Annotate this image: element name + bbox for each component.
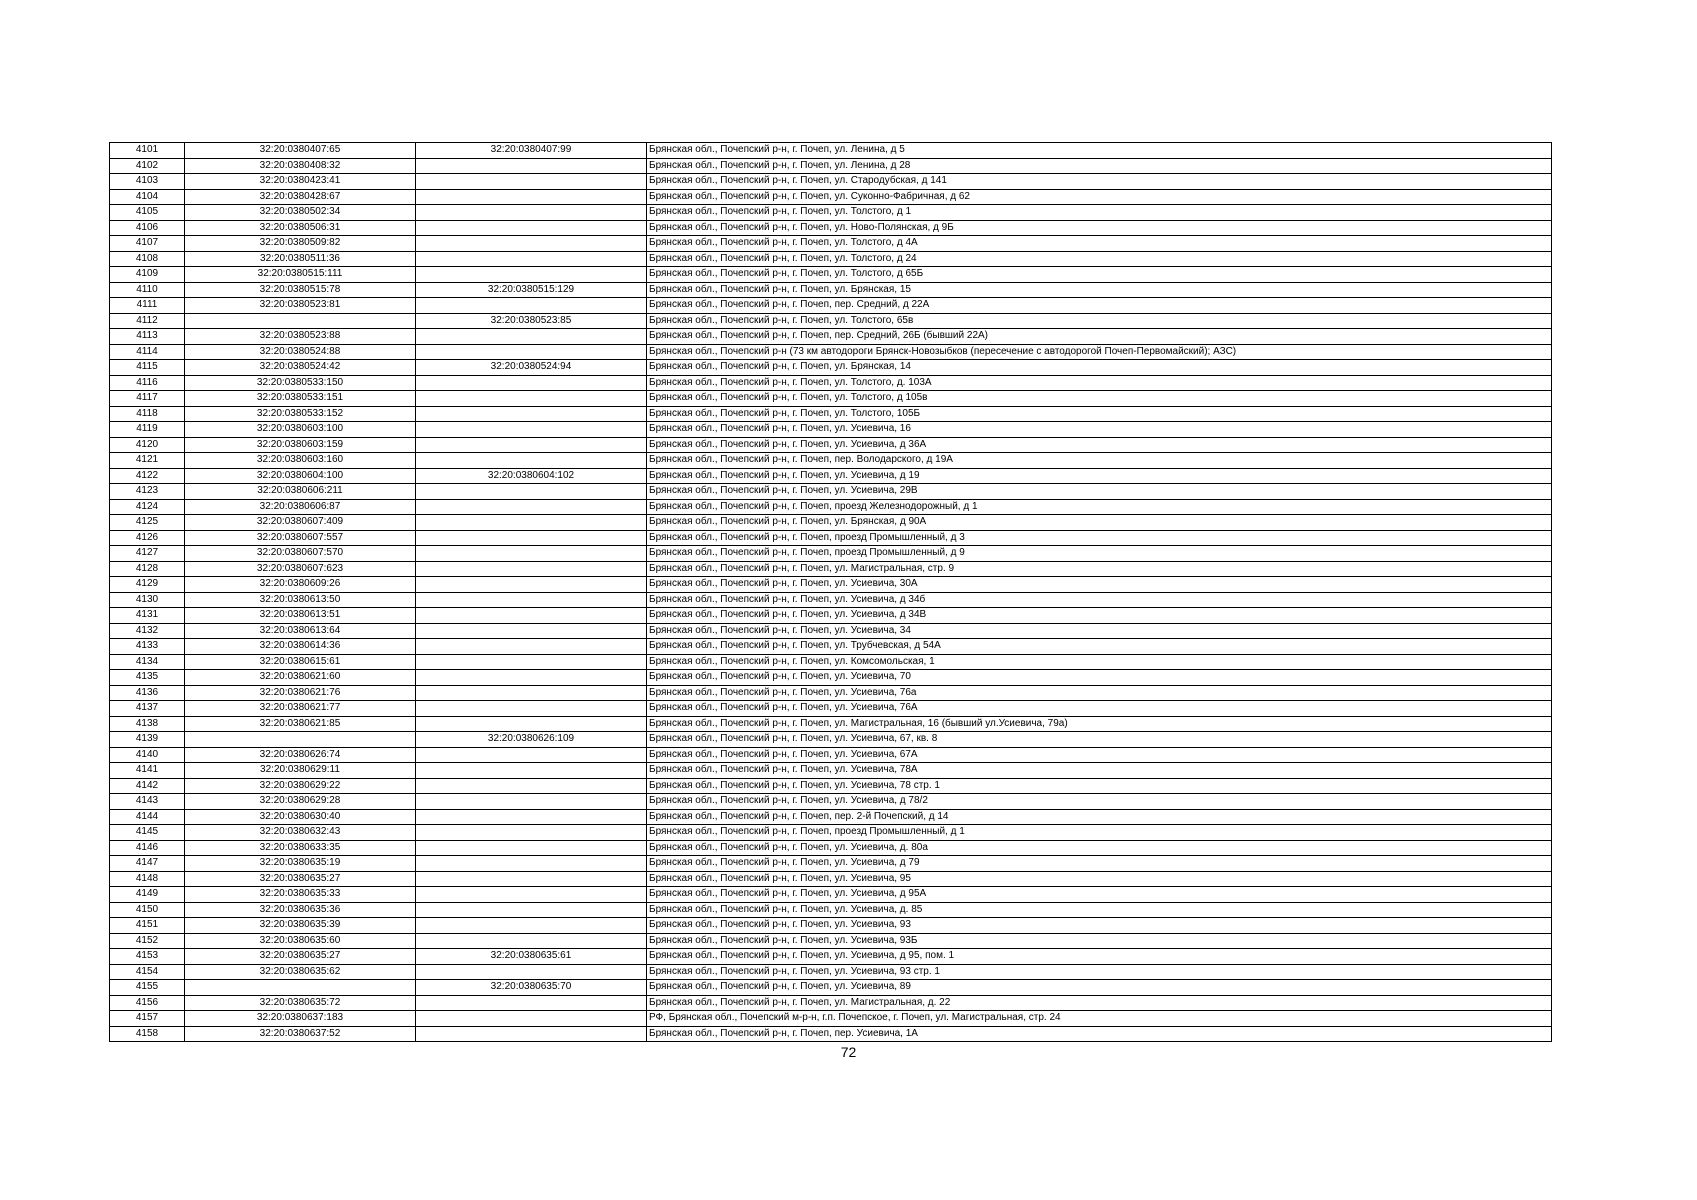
address-cell: Брянская обл., Почепский р-н, г. Почеп, ул. Усиевича, д 36А	[647, 437, 1552, 453]
row-number-cell: 4129	[110, 577, 185, 593]
cadastral-number-cell: 32:20:0380423:41	[185, 174, 416, 190]
table-row	[110, 484, 1552, 500]
table-row	[110, 220, 1552, 236]
related-cadastral-number-cell	[416, 592, 647, 608]
table-row	[110, 1026, 1552, 1042]
related-cadastral-number-cell	[416, 763, 647, 779]
table-row	[110, 701, 1552, 717]
row-number-cell: 4119	[110, 422, 185, 438]
table-row	[110, 422, 1552, 438]
related-cadastral-number-cell: 32:20:0380407:99	[416, 143, 647, 159]
row-number-cell: 4122	[110, 468, 185, 484]
cadastral-number-cell: 32:20:0380635:33	[185, 887, 416, 903]
address-cell: Брянская обл., Почепский р-н, г. Почеп, ул. Комсомольская, 1	[647, 654, 1552, 670]
row-number-cell: 4124	[110, 499, 185, 515]
related-cadastral-number-cell	[416, 251, 647, 267]
address-cell: Брянская обл., Почепский р-н, г. Почеп, ул. Усиевича, д. 85	[647, 902, 1552, 918]
related-cadastral-number-cell: 32:20:0380604:102	[416, 468, 647, 484]
address-cell: Брянская обл., Почепский р-н, г. Почеп, ул. Усиевича, д 79	[647, 856, 1552, 872]
cadastral-number-cell: 32:20:0380613:51	[185, 608, 416, 624]
table-row	[110, 794, 1552, 810]
row-number-cell: 4152	[110, 933, 185, 949]
row-number-cell: 4131	[110, 608, 185, 624]
table-row	[110, 964, 1552, 980]
cadastral-number-cell: 32:20:0380629:22	[185, 778, 416, 794]
related-cadastral-number-cell	[416, 344, 647, 360]
address-cell: Брянская обл., Почепский р-н, г. Почеп, ул. Усиевича, 93Б	[647, 933, 1552, 949]
cadastral-number-cell: 32:20:0380523:88	[185, 329, 416, 345]
cadastral-number-cell: 32:20:0380604:100	[185, 468, 416, 484]
cadastral-number-cell: 32:20:0380603:159	[185, 437, 416, 453]
table-row	[110, 546, 1552, 562]
cadastral-number-cell: 32:20:0380607:623	[185, 561, 416, 577]
cadastral-number-cell: 32:20:0380632:43	[185, 825, 416, 841]
table-row	[110, 313, 1552, 329]
address-cell: Брянская обл., Почепский р-н, г. Почеп, ул. Усиевича, д 95, пом. 1	[647, 949, 1552, 965]
cadastral-number-cell: 32:20:0380635:27	[185, 871, 416, 887]
row-number-cell: 4135	[110, 670, 185, 686]
table-row	[110, 515, 1552, 531]
related-cadastral-number-cell	[416, 685, 647, 701]
table-row	[110, 732, 1552, 748]
address-cell: Брянская обл., Почепский р-н, г. Почеп, ул. Усиевича, д 19	[647, 468, 1552, 484]
cadastral-number-cell: 32:20:0380607:570	[185, 546, 416, 562]
row-number-cell: 4145	[110, 825, 185, 841]
cadastral-number-cell: 32:20:0380635:62	[185, 964, 416, 980]
address-cell: Брянская обл., Почепский р-н, г. Почеп, ул. Усиевича, 78 стр. 1	[647, 778, 1552, 794]
table-row	[110, 840, 1552, 856]
table-row	[110, 809, 1552, 825]
table-row	[110, 949, 1552, 965]
address-cell: Брянская обл., Почепский р-н, г. Почеп, ул. Толстого, д 1	[647, 205, 1552, 221]
cadastral-table	[109, 142, 1552, 1042]
related-cadastral-number-cell: 32:20:0380523:85	[416, 313, 647, 329]
row-number-cell: 4154	[110, 964, 185, 980]
table-row	[110, 856, 1552, 872]
cadastral-number-cell: 32:20:0380637:183	[185, 1011, 416, 1027]
cadastral-number-cell	[185, 980, 416, 996]
address-cell: Брянская обл., Почепский р-н, г. Почеп, ул. Усиевича, д 95А	[647, 887, 1552, 903]
related-cadastral-number-cell	[416, 995, 647, 1011]
related-cadastral-number-cell	[416, 298, 647, 314]
table-row	[110, 468, 1552, 484]
table-row	[110, 561, 1552, 577]
cadastral-number-cell: 32:20:0380637:52	[185, 1026, 416, 1042]
row-number-cell: 4103	[110, 174, 185, 190]
related-cadastral-number-cell	[416, 933, 647, 949]
row-number-cell: 4114	[110, 344, 185, 360]
table-row	[110, 174, 1552, 190]
row-number-cell: 4105	[110, 205, 185, 221]
related-cadastral-number-cell	[416, 747, 647, 763]
address-cell: Брянская обл., Почепский р-н, г. Почеп, ул. Толстого, 65в	[647, 313, 1552, 329]
row-number-cell: 4106	[110, 220, 185, 236]
related-cadastral-number-cell	[416, 236, 647, 252]
related-cadastral-number-cell	[416, 329, 647, 345]
row-number-cell: 4110	[110, 282, 185, 298]
row-number-cell: 4126	[110, 530, 185, 546]
row-number-cell: 4101	[110, 143, 185, 159]
table-row	[110, 980, 1552, 996]
address-cell: Брянская обл., Почепский р-н, г. Почеп, ул. Усиевича, 93 стр. 1	[647, 964, 1552, 980]
related-cadastral-number-cell	[416, 515, 647, 531]
table-row	[110, 592, 1552, 608]
address-cell: Брянская обл., Почепский р-н, г. Почеп, ул. Суконно-Фабричная, д 62	[647, 189, 1552, 205]
related-cadastral-number-cell	[416, 530, 647, 546]
table-row	[110, 902, 1552, 918]
related-cadastral-number-cell	[416, 608, 647, 624]
cadastral-number-cell: 32:20:0380408:32	[185, 158, 416, 174]
table-row	[110, 375, 1552, 391]
related-cadastral-number-cell	[416, 375, 647, 391]
table-row	[110, 282, 1552, 298]
related-cadastral-number-cell	[416, 453, 647, 469]
related-cadastral-number-cell	[416, 918, 647, 934]
table-row	[110, 267, 1552, 283]
cadastral-number-cell: 32:20:0380509:82	[185, 236, 416, 252]
address-cell: Брянская обл., Почепский р-н, г. Почеп, пер. Володарского, д 19А	[647, 453, 1552, 469]
cadastral-number-cell: 32:20:0380523:81	[185, 298, 416, 314]
related-cadastral-number-cell: 32:20:0380515:129	[416, 282, 647, 298]
address-cell: Брянская обл., Почепский р-н, г. Почеп, ул. Усиевича, 67, кв. 8	[647, 732, 1552, 748]
cadastral-number-cell: 32:20:0380613:50	[185, 592, 416, 608]
cadastral-number-cell: 32:20:0380603:100	[185, 422, 416, 438]
address-cell: Брянская обл., Почепский р-н, г. Почеп, ул. Усиевича, 29В	[647, 484, 1552, 500]
table-row	[110, 577, 1552, 593]
cadastral-number-cell: 32:20:0380613:64	[185, 623, 416, 639]
related-cadastral-number-cell	[416, 871, 647, 887]
related-cadastral-number-cell	[416, 639, 647, 655]
row-number-cell: 4141	[110, 763, 185, 779]
row-number-cell: 4104	[110, 189, 185, 205]
row-number-cell: 4127	[110, 546, 185, 562]
table-row	[110, 716, 1552, 732]
row-number-cell: 4149	[110, 887, 185, 903]
address-cell: Брянская обл., Почепский р-н, г. Почеп, ул. Толстого, 105Б	[647, 406, 1552, 422]
related-cadastral-number-cell	[416, 778, 647, 794]
address-cell: Брянская обл., Почепский р-н, г. Почеп, ул. Толстого, д 105в	[647, 391, 1552, 407]
cadastral-number-cell: 32:20:0380635:19	[185, 856, 416, 872]
table-row	[110, 825, 1552, 841]
cadastral-number-cell: 32:20:0380635:36	[185, 902, 416, 918]
related-cadastral-number-cell	[416, 902, 647, 918]
address-cell: Брянская обл., Почепский р-н, г. Почеп, ул. Усиевича, 16	[647, 422, 1552, 438]
address-cell: Брянская обл., Почепский р-н, г. Почеп, пер. Усиевича, 1А	[647, 1026, 1552, 1042]
row-number-cell: 4107	[110, 236, 185, 252]
related-cadastral-number-cell	[416, 220, 647, 236]
row-number-cell: 4134	[110, 654, 185, 670]
cadastral-number-cell: 32:20:0380615:61	[185, 654, 416, 670]
address-cell: Брянская обл., Почепский р-н, г. Почеп, проезд Промышленный, д 1	[647, 825, 1552, 841]
address-cell: Брянская обл., Почепский р-н, г. Почеп, пер. Средний, д 22А	[647, 298, 1552, 314]
related-cadastral-number-cell	[416, 189, 647, 205]
table-row	[110, 298, 1552, 314]
address-cell: РФ, Брянская обл., Почепский м-р-н, г.п. Почепское, г. Почеп, ул. Магистральная, стр. 24	[647, 1011, 1552, 1027]
address-cell: Брянская обл., Почепский р-н, г. Почеп, ул. Брянская, 14	[647, 360, 1552, 376]
table-row	[110, 143, 1552, 159]
table-row	[110, 608, 1552, 624]
address-cell: Брянская обл., Почепский р-н, г. Почеп, пер. Средний, 26Б (бывший 22А)	[647, 329, 1552, 345]
address-cell: Брянская обл., Почепский р-н, г. Почеп, проезд Промышленный, д 9	[647, 546, 1552, 562]
page-number: 72	[840, 1044, 857, 1060]
table-row	[110, 344, 1552, 360]
cadastral-table-body	[110, 143, 1552, 1042]
related-cadastral-number-cell	[416, 546, 647, 562]
cadastral-number-cell: 32:20:0380428:67	[185, 189, 416, 205]
cadastral-number-cell	[185, 732, 416, 748]
related-cadastral-number-cell	[416, 840, 647, 856]
cadastral-number-cell: 32:20:0380511:36	[185, 251, 416, 267]
cadastral-number-cell: 32:20:0380621:77	[185, 701, 416, 717]
row-number-cell: 4146	[110, 840, 185, 856]
address-cell: Брянская обл., Почепский р-н, г. Почеп, ул. Усиевича, 34	[647, 623, 1552, 639]
cadastral-number-cell: 32:20:0380524:88	[185, 344, 416, 360]
related-cadastral-number-cell	[416, 887, 647, 903]
cadastral-number-cell: 32:20:0380621:85	[185, 716, 416, 732]
cadastral-number-cell: 32:20:0380524:42	[185, 360, 416, 376]
cadastral-number-cell: 32:20:0380515:111	[185, 267, 416, 283]
related-cadastral-number-cell	[416, 670, 647, 686]
related-cadastral-number-cell	[416, 794, 647, 810]
address-cell: Брянская обл., Почепский р-н, г. Почеп, ул. Толстого, д. 103А	[647, 375, 1552, 391]
table-row	[110, 391, 1552, 407]
related-cadastral-number-cell	[416, 577, 647, 593]
related-cadastral-number-cell	[416, 205, 647, 221]
address-cell: Брянская обл., Почепский р-н, г. Почеп, ул. Магистральная, стр. 9	[647, 561, 1552, 577]
address-cell: Брянская обл., Почепский р-н, г. Почеп, ул. Ленина, д 5	[647, 143, 1552, 159]
table-row	[110, 360, 1552, 376]
address-cell: Брянская обл., Почепский р-н, г. Почеп, ул. Усиевича, 67А	[647, 747, 1552, 763]
cadastral-number-cell: 32:20:0380633:35	[185, 840, 416, 856]
table-row	[110, 623, 1552, 639]
cadastral-number-cell: 32:20:0380621:76	[185, 685, 416, 701]
row-number-cell: 4125	[110, 515, 185, 531]
related-cadastral-number-cell	[416, 701, 647, 717]
address-cell: Брянская обл., Почепский р-н, г. Почеп, ул. Усиевича, 76А	[647, 701, 1552, 717]
row-number-cell: 4138	[110, 716, 185, 732]
table-row	[110, 778, 1552, 794]
address-cell: Брянская обл., Почепский р-н, г. Почеп, ул. Усиевича, 93	[647, 918, 1552, 934]
related-cadastral-number-cell	[416, 158, 647, 174]
row-number-cell: 4140	[110, 747, 185, 763]
row-number-cell: 4109	[110, 267, 185, 283]
related-cadastral-number-cell	[416, 422, 647, 438]
cadastral-number-cell: 32:20:0380626:74	[185, 747, 416, 763]
table-row	[110, 158, 1552, 174]
table-row	[110, 189, 1552, 205]
address-cell: Брянская обл., Почепский р-н, г. Почеп, ул. Усиевича, д. 80а	[647, 840, 1552, 856]
address-cell: Брянская обл., Почепский р-н, г. Почеп, проезд Железнодорожный, д 1	[647, 499, 1552, 515]
row-number-cell: 4111	[110, 298, 185, 314]
row-number-cell: 4120	[110, 437, 185, 453]
cadastral-number-cell	[185, 313, 416, 329]
cadastral-number-cell: 32:20:0380533:150	[185, 375, 416, 391]
address-cell: Брянская обл., Почепский р-н, г. Почеп, проезд Промышленный, д 3	[647, 530, 1552, 546]
address-cell: Брянская обл., Почепский р-н, г. Почеп, ул. Брянская, 15	[647, 282, 1552, 298]
cadastral-number-cell: 32:20:0380607:557	[185, 530, 416, 546]
row-number-cell: 4151	[110, 918, 185, 934]
row-number-cell: 4143	[110, 794, 185, 810]
row-number-cell: 4137	[110, 701, 185, 717]
cadastral-number-cell: 32:20:0380502:34	[185, 205, 416, 221]
row-number-cell: 4121	[110, 453, 185, 469]
row-number-cell: 4148	[110, 871, 185, 887]
table-row	[110, 205, 1552, 221]
address-cell: Брянская обл., Почепский р-н, г. Почеп, ул. Усиевича, 30А	[647, 577, 1552, 593]
address-cell: Брянская обл., Почепский р-н, г. Почеп, ул. Трубчевская, д 54А	[647, 639, 1552, 655]
address-cell: Брянская обл., Почепский р-н, г. Почеп, ул. Толстого, д 65Б	[647, 267, 1552, 283]
row-number-cell: 4142	[110, 778, 185, 794]
related-cadastral-number-cell: 32:20:0380524:94	[416, 360, 647, 376]
row-number-cell: 4136	[110, 685, 185, 701]
related-cadastral-number-cell: 32:20:0380626:109	[416, 732, 647, 748]
table-row	[110, 329, 1552, 345]
cadastral-number-cell: 32:20:0380621:60	[185, 670, 416, 686]
related-cadastral-number-cell	[416, 623, 647, 639]
cadastral-number-cell: 32:20:0380506:31	[185, 220, 416, 236]
table-row	[110, 933, 1552, 949]
table-row	[110, 236, 1552, 252]
row-number-cell: 4116	[110, 375, 185, 391]
table-row	[110, 499, 1552, 515]
cadastral-number-cell: 32:20:0380533:152	[185, 406, 416, 422]
address-cell: Брянская обл., Почепский р-н, г. Почеп, ул. Толстого, д 24	[647, 251, 1552, 267]
table-row	[110, 654, 1552, 670]
row-number-cell: 4155	[110, 980, 185, 996]
related-cadastral-number-cell: 32:20:0380635:61	[416, 949, 647, 965]
cadastral-number-cell: 32:20:0380614:36	[185, 639, 416, 655]
cadastral-number-cell: 32:20:0380515:78	[185, 282, 416, 298]
related-cadastral-number-cell	[416, 654, 647, 670]
related-cadastral-number-cell	[416, 484, 647, 500]
related-cadastral-number-cell	[416, 391, 647, 407]
cadastral-number-cell: 32:20:0380629:28	[185, 794, 416, 810]
cadastral-number-cell: 32:20:0380630:40	[185, 809, 416, 825]
related-cadastral-number-cell	[416, 1011, 647, 1027]
row-number-cell: 4128	[110, 561, 185, 577]
cadastral-number-cell: 32:20:0380607:409	[185, 515, 416, 531]
row-number-cell: 4157	[110, 1011, 185, 1027]
related-cadastral-number-cell	[416, 174, 647, 190]
table-row	[110, 406, 1552, 422]
related-cadastral-number-cell	[416, 561, 647, 577]
row-number-cell: 4115	[110, 360, 185, 376]
table-row	[110, 251, 1552, 267]
related-cadastral-number-cell	[416, 499, 647, 515]
table-row	[110, 685, 1552, 701]
related-cadastral-number-cell	[416, 716, 647, 732]
address-cell: Брянская обл., Почепский р-н, г. Почеп, ул. Усиевича, 78А	[647, 763, 1552, 779]
row-number-cell: 4102	[110, 158, 185, 174]
address-cell: Брянская обл., Почепский р-н, г. Почеп, ул. Брянская, д 90А	[647, 515, 1552, 531]
cadastral-number-cell: 32:20:0380609:26	[185, 577, 416, 593]
row-number-cell: 4144	[110, 809, 185, 825]
address-cell: Брянская обл., Почепский р-н (73 км автодороги Брянск-Новозыбков (пересечение с автодорогой Почеп-Первомайский); АЗС)	[647, 344, 1552, 360]
row-number-cell: 4113	[110, 329, 185, 345]
row-number-cell: 4153	[110, 949, 185, 965]
table-row	[110, 453, 1552, 469]
row-number-cell: 4123	[110, 484, 185, 500]
row-number-cell: 4150	[110, 902, 185, 918]
row-number-cell: 4117	[110, 391, 185, 407]
row-number-cell: 4118	[110, 406, 185, 422]
table-row	[110, 871, 1552, 887]
row-number-cell: 4132	[110, 623, 185, 639]
table-row	[110, 995, 1552, 1011]
related-cadastral-number-cell	[416, 964, 647, 980]
address-cell: Брянская обл., Почепский р-н, г. Почеп, ул. Магистральная, 16 (бывший ул.Усиевича, 79а)	[647, 716, 1552, 732]
address-cell: Брянская обл., Почепский р-н, г. Почеп, пер. 2-й Почепский, д 14	[647, 809, 1552, 825]
cadastral-number-cell: 32:20:0380635:72	[185, 995, 416, 1011]
table-row	[110, 918, 1552, 934]
row-number-cell: 4139	[110, 732, 185, 748]
cadastral-number-cell: 32:20:0380606:87	[185, 499, 416, 515]
related-cadastral-number-cell	[416, 267, 647, 283]
related-cadastral-number-cell	[416, 825, 647, 841]
row-number-cell: 4108	[110, 251, 185, 267]
table-row	[110, 639, 1552, 655]
table-row	[110, 747, 1552, 763]
cadastral-number-cell: 32:20:0380635:39	[185, 918, 416, 934]
address-cell: Брянская обл., Почепский р-н, г. Почеп, ул. Ленина, д 28	[647, 158, 1552, 174]
cadastral-number-cell: 32:20:0380635:27	[185, 949, 416, 965]
related-cadastral-number-cell	[416, 437, 647, 453]
address-cell: Брянская обл., Почепский р-н, г. Почеп, ул. Усиевича, 95	[647, 871, 1552, 887]
address-cell: Брянская обл., Почепский р-н, г. Почеп, ул. Усиевича, 70	[647, 670, 1552, 686]
cadastral-number-cell: 32:20:0380629:11	[185, 763, 416, 779]
row-number-cell: 4156	[110, 995, 185, 1011]
table-row	[110, 1011, 1552, 1027]
related-cadastral-number-cell	[416, 809, 647, 825]
cadastral-number-cell: 32:20:0380407:65	[185, 143, 416, 159]
address-cell: Брянская обл., Почепский р-н, г. Почеп, ул. Усиевича, д 34В	[647, 608, 1552, 624]
row-number-cell: 4112	[110, 313, 185, 329]
address-cell: Брянская обл., Почепский р-н, г. Почеп, ул. Усиевича, д 78/2	[647, 794, 1552, 810]
related-cadastral-number-cell	[416, 856, 647, 872]
table-row	[110, 437, 1552, 453]
cadastral-number-cell: 32:20:0380606:211	[185, 484, 416, 500]
row-number-cell: 4133	[110, 639, 185, 655]
row-number-cell: 4158	[110, 1026, 185, 1042]
row-number-cell: 4147	[110, 856, 185, 872]
table-row	[110, 670, 1552, 686]
address-cell: Брянская обл., Почепский р-н, г. Почеп, ул. Стародубская, д 141	[647, 174, 1552, 190]
address-cell: Брянская обл., Почепский р-н, г. Почеп, ул. Ново-Полянская, д 9Б	[647, 220, 1552, 236]
address-cell: Брянская обл., Почепский р-н, г. Почеп, ул. Магистральная, д. 22	[647, 995, 1552, 1011]
table-row	[110, 530, 1552, 546]
cadastral-number-cell: 32:20:0380635:60	[185, 933, 416, 949]
related-cadastral-number-cell	[416, 406, 647, 422]
row-number-cell: 4130	[110, 592, 185, 608]
cadastral-number-cell: 32:20:0380533:151	[185, 391, 416, 407]
cadastral-number-cell: 32:20:0380603:160	[185, 453, 416, 469]
related-cadastral-number-cell	[416, 1026, 647, 1042]
table-row	[110, 887, 1552, 903]
table-row	[110, 763, 1552, 779]
address-cell: Брянская обл., Почепский р-н, г. Почеп, ул. Усиевича, д 34б	[647, 592, 1552, 608]
address-cell: Брянская обл., Почепский р-н, г. Почеп, ул. Толстого, д 4А	[647, 236, 1552, 252]
related-cadastral-number-cell: 32:20:0380635:70	[416, 980, 647, 996]
address-cell: Брянская обл., Почепский р-н, г. Почеп, ул. Усиевича, 89	[647, 980, 1552, 996]
address-cell: Брянская обл., Почепский р-н, г. Почеп, ул. Усиевича, 76а	[647, 685, 1552, 701]
